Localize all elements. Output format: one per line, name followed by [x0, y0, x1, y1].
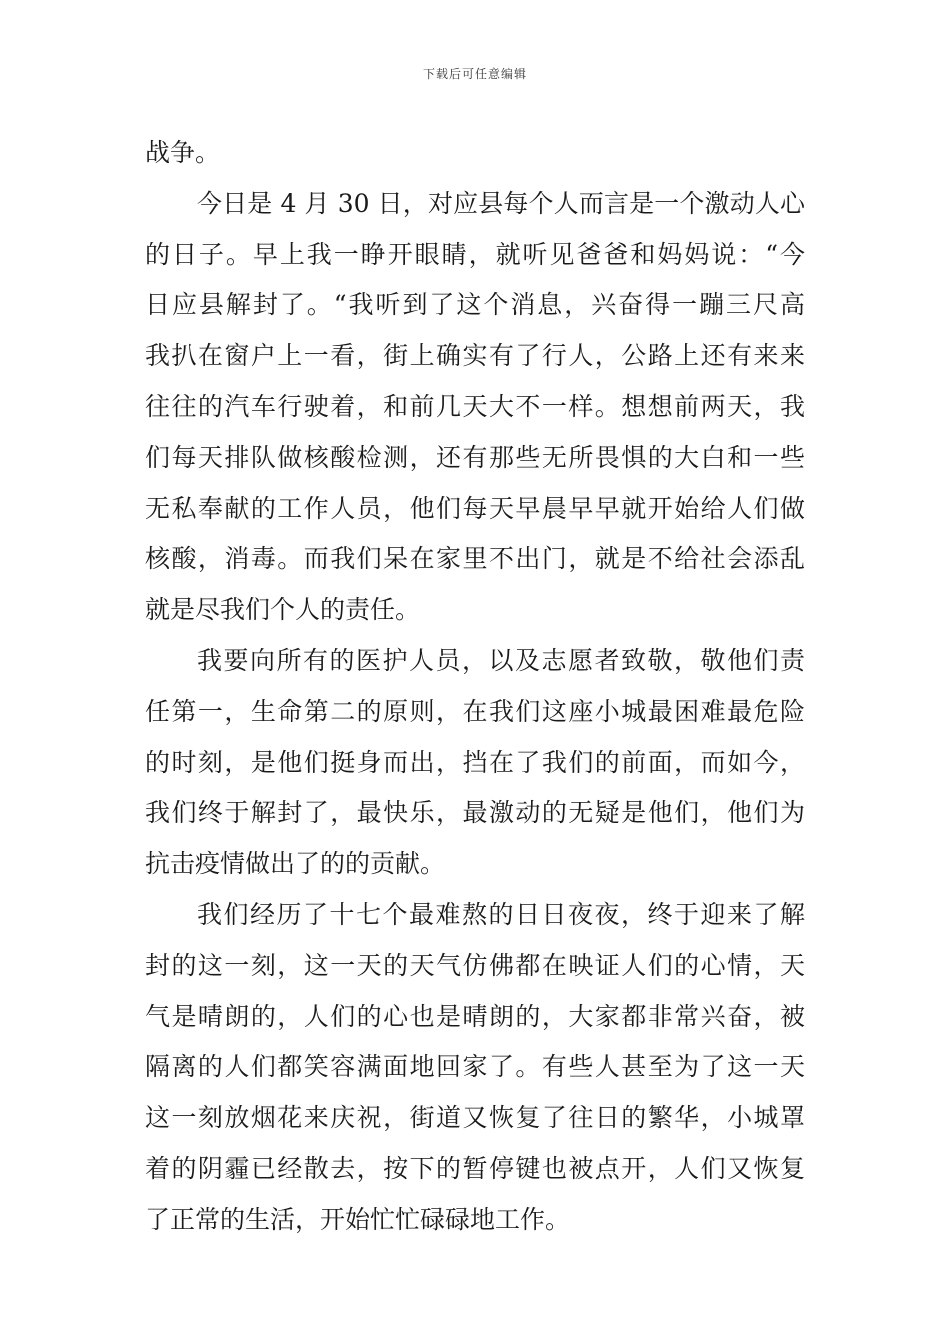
text-line: 的日子。早上我一睁开眼睛，就听见爸爸和妈妈说：“今	[145, 239, 805, 269]
header-note: 下载后可任意编辑	[422, 67, 527, 81]
text-line: 着的阴霾已经散去，按下的暂停键也被点开，人们又恢复	[145, 1153, 805, 1183]
text-line: 往往的汽车行驶着，和前几天大不一样。想想前两天，我	[145, 391, 805, 421]
text-line: 封的这一刻，这一天的天气仿佛都在映证人们的心情，天	[145, 950, 805, 980]
text-line: 我扒在窗户上一看，街上确实有了行人，公路上还有来来	[145, 341, 805, 371]
paragraph-start-line: 今日是 4 月 30 日，对应县每个人而言是一个激动人心	[197, 188, 805, 218]
text-line: 战争。	[145, 138, 221, 167]
text-line: 抗击疫情做出了的的贡献。	[145, 849, 446, 879]
paragraph-start-line: 我要向所有的医护人员，以及志愿者致敬，敬他们责	[197, 645, 805, 675]
text-line: 气是晴朗的，人们的心也是晴朗的，大家都非常兴奋，被	[145, 1001, 805, 1031]
text-line: 核酸，消毒。而我们呆在家里不出门，就是不给社会添乱	[145, 544, 805, 574]
text-line: 日应县解封了。“我听到了这个消息，兴奋得一蹦三尺高	[145, 290, 805, 320]
text-line: 了正常的生活，开始忙忙碌碌地工作。	[145, 1204, 571, 1234]
text-line: 的时刻，是他们挺身而出，挡在了我们的前面，而如今，	[145, 747, 805, 777]
text-line: 们每天排队做核酸检测，还有那些无所畏惧的大白和一些	[145, 442, 805, 472]
body-text	[145, 128, 805, 1246]
text-line: 我们终于解封了，最快乐，最激动的无疑是他们，他们为	[145, 798, 805, 828]
text-line: 隔离的人们都笑容满面地回家了。有些人甚至为了这一天	[145, 1052, 805, 1082]
text-line: 就是尽我们个人的责任。	[145, 595, 421, 625]
text-line: 无私奉献的工作人员，他们每天早晨早早就开始给人们做	[145, 493, 805, 523]
text-line: 这一刻放烟花来庆祝，街道又恢复了往日的繁华，小城罩	[145, 1103, 805, 1133]
text-line: 任第一，生命第二的原则，在我们这座小城最困难最危险	[145, 696, 805, 726]
paragraph-start-line: 我们经历了十七个最难熬的日日夜夜，终于迎来了解	[197, 899, 805, 929]
